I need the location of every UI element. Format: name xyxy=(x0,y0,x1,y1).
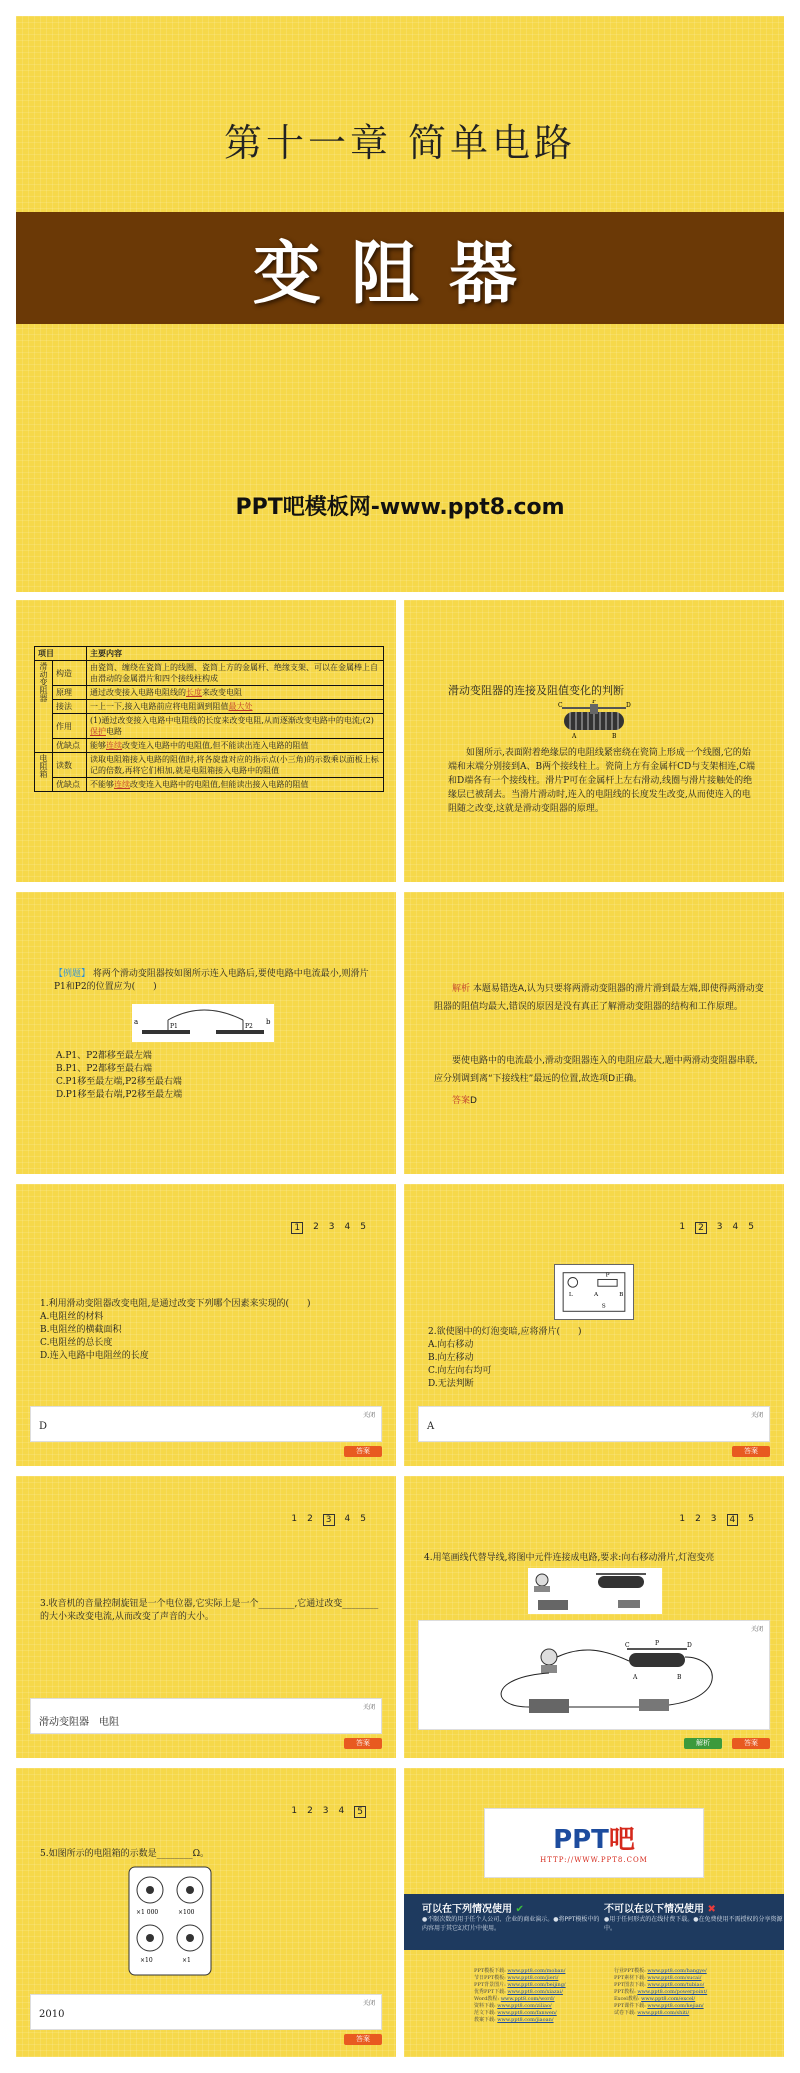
components-figure xyxy=(528,1568,662,1614)
question-4-stem: 4.用笔画线代替导线,将图中元件连接成电路,要求:向右移动滑片,灯泡变亮 xyxy=(424,1553,715,1563)
table-row xyxy=(35,753,384,778)
principle-slide xyxy=(404,600,784,882)
resource-link[interactable]: 资料下载: www.ppt8.com/ziliao/ xyxy=(474,2003,552,2009)
nav-item[interactable]: 1 xyxy=(679,1514,686,1524)
label-B: B xyxy=(612,733,617,740)
logo-url: HTTP://WWW.PPT8.COM xyxy=(540,1856,648,1864)
nav-item[interactable]: 1 xyxy=(291,1514,298,1524)
resource-link[interactable]: Word教程: www.ppt8.com/word/ xyxy=(474,1996,555,2002)
nav-item[interactable]: 2 xyxy=(695,1514,701,1524)
analysis-line-2: 要使电路中的电流最小,滑动变阻器连入的电阻应最大,题中两滑动变阻器串联,应分别调到离“下接线柱”最远的位置,故选项D正确。 xyxy=(434,1056,758,1084)
analysis-line-1: 本题易错选A,认为只要将两滑动变阻器的滑片滑到最左端,即使得两滑动变阻器的阻值均最大,错误的原因是没有真正了解滑动变阻器的结构和工作原理。 xyxy=(434,984,764,1012)
site-credit: PPT吧模板网-www.ppt8.com xyxy=(235,495,565,520)
question-nav xyxy=(291,1514,366,1526)
nav-item[interactable]: 3 xyxy=(322,1806,329,1816)
resource-link[interactable]: 试卷下载: www.ppt8.com/shiti/ xyxy=(614,2010,690,2016)
option: D.P1移至最右端,P2移至最左端 xyxy=(56,1090,183,1100)
answer-button[interactable]: 答案 xyxy=(344,1446,382,1457)
example-options xyxy=(56,1050,396,1102)
example-slide xyxy=(16,892,396,1174)
example-tag: 【例题】 xyxy=(54,969,91,979)
answer-box xyxy=(418,1620,770,1730)
resource-link[interactable]: 教案下载: www.ppt8.com/jiaoan/ xyxy=(474,2017,554,2023)
option: B.P1、P2都移至最右端 xyxy=(56,1064,153,1074)
license-bar xyxy=(404,1894,784,1950)
link-list-right xyxy=(614,1968,707,2017)
wired-circuit-figure xyxy=(429,1637,759,1725)
row-label: 读数 xyxy=(53,753,87,778)
table-row xyxy=(35,686,384,700)
resource-link[interactable]: 节日PPT模板: www.ppt8.com/jieri/ xyxy=(474,1975,559,1981)
resource-link[interactable]: 行业PPT模板: www.ppt8.com/hangye/ xyxy=(614,1968,707,1974)
fill-answer: 连续 xyxy=(114,780,130,789)
analysis-label: 解析 xyxy=(452,984,471,994)
question-1-slide xyxy=(16,1184,396,1466)
answer-text: D xyxy=(39,1421,48,1432)
close-button[interactable]: 关闭 xyxy=(750,1626,763,1633)
question-2-slide xyxy=(404,1184,784,1466)
row-label: 作用 xyxy=(53,714,87,739)
nav-item[interactable]: 5 xyxy=(354,1806,366,1818)
nav-item[interactable]: 3 xyxy=(328,1222,335,1232)
row-content: 通过改变接入电路电阻线的长度来改变电阻 xyxy=(87,686,384,700)
answer-button[interactable]: 答案 xyxy=(732,1738,770,1749)
title-slide xyxy=(16,16,784,592)
resource-link[interactable]: Excel教程: www.ppt8.com/excel/ xyxy=(614,1996,696,2002)
two-rheostats-figure xyxy=(128,1002,278,1044)
row-content: 读取电阻箱接入电路的阻值时,将各旋盘对应的指示点(小三角)的示数乘以面板上标记的倍数,再将它们相加,就是电阻箱接入电路中的阻值 xyxy=(87,753,384,778)
label-P: P xyxy=(655,1640,660,1647)
row-content: 由瓷筒、缠绕在瓷筒上的线圈、瓷筒上方的金属杆、绝缘支架、可以在金属棒上自由滑动的金属滑片和四个接线柱构成 xyxy=(87,661,384,686)
label-A: A xyxy=(594,1291,599,1298)
close-button[interactable]: 关闭 xyxy=(362,1412,375,1419)
nav-item[interactable]: 1 xyxy=(679,1222,686,1232)
answer-box xyxy=(30,1698,382,1734)
option: C.电阻丝的总长度 xyxy=(40,1338,113,1348)
label-P: P xyxy=(605,1272,610,1279)
label-P2: P2 xyxy=(245,1023,253,1030)
nav-item[interactable]: 3 xyxy=(716,1222,723,1232)
link-list-left xyxy=(474,1968,566,2024)
lamp-circuit-figure xyxy=(554,1264,634,1320)
label-A: A xyxy=(572,733,577,740)
resource-link[interactable]: PPT素材下载: www.ppt8.com/sucai/ xyxy=(614,1975,702,1981)
example-stem xyxy=(54,968,374,994)
nav-item[interactable]: 1 xyxy=(291,1806,298,1816)
slide-heading: 滑动变阻器的连接及阻值变化的判断 xyxy=(448,684,624,697)
nav-item[interactable]: 2 xyxy=(313,1222,319,1232)
table-header: 项目 xyxy=(35,647,87,661)
table-row xyxy=(35,778,384,792)
table-row xyxy=(35,739,384,753)
answer-button[interactable]: 答案 xyxy=(344,2034,382,2045)
nav-item[interactable]: 4 xyxy=(727,1514,739,1526)
answer-button[interactable]: 答案 xyxy=(732,1446,770,1457)
option: D.连入电路中电阻丝的长度 xyxy=(40,1351,149,1361)
dial-label: ×1 xyxy=(182,1957,191,1964)
option: A.向右移动 xyxy=(428,1340,474,1350)
answer-line xyxy=(434,1094,764,1108)
answer-text: 滑动变阻器 电阻 xyxy=(39,1717,119,1728)
resource-link[interactable]: PPT图表下载: www.ppt8.com/tubiao/ xyxy=(614,1982,705,1988)
row-label: 构造 xyxy=(53,661,87,686)
analysis-button[interactable]: 解析 xyxy=(684,1738,722,1749)
analysis-slide xyxy=(404,892,784,1174)
answer-text: A xyxy=(427,1421,435,1432)
question-4-slide xyxy=(404,1476,784,1758)
question-nav xyxy=(291,1222,366,1234)
answer-box xyxy=(30,1406,382,1442)
label-B: B xyxy=(677,1674,682,1681)
logo-text-red: 吧 xyxy=(608,1825,635,1855)
table-header: 主要内容 xyxy=(87,647,384,661)
dial-label: ×1 000 xyxy=(136,1909,159,1916)
close-button[interactable]: 关闭 xyxy=(362,1704,375,1711)
label-a: a xyxy=(134,1018,139,1026)
nav-item[interactable]: 4 xyxy=(732,1222,739,1232)
example-question: 将两个滑动变阻器按如图所示连入电路后,要使电路中电流最小,则滑片P1和P2的位置应为( ) xyxy=(54,969,369,992)
label-D: D xyxy=(626,702,631,709)
answer-box xyxy=(418,1406,770,1442)
chapter-title: 第十一章 简单电路 xyxy=(223,121,577,165)
resource-link[interactable]: 优秀PPT下载: www.ppt8.com/xiazai/ xyxy=(474,1989,563,1995)
label-L: L xyxy=(568,1291,573,1298)
table-row xyxy=(35,714,384,739)
resource-link[interactable]: 范文下载: www.ppt8.com/fanwen/ xyxy=(474,2010,557,2016)
dial-label: ×100 xyxy=(178,1909,195,1916)
forbidden-title: 不可以在以下情况使用 xyxy=(604,1904,704,1915)
nav-item[interactable]: 3 xyxy=(323,1514,335,1526)
question-1 xyxy=(40,1298,380,1363)
answer-label: 答案 xyxy=(452,1096,471,1106)
question-stem: 2.欲使图中的灯泡变暗,应将滑片( ) xyxy=(428,1327,582,1337)
summary-slide xyxy=(16,600,396,882)
resource-link[interactable]: PPT课件下载: www.ppt8.com/kejian/ xyxy=(614,2003,704,2009)
nav-item[interactable]: 5 xyxy=(748,1222,754,1232)
nav-item[interactable]: 2 xyxy=(695,1222,707,1234)
lesson-title: 变阻器 xyxy=(252,234,547,314)
question-5-stem: 5.如图所示的电阻箱的示数是________Ω。 xyxy=(40,1849,210,1859)
check-icon: ✔ xyxy=(515,1904,524,1915)
allowed-title: 可以在下列情况使用 xyxy=(422,1904,512,1915)
group-label: 滑动变阻器 xyxy=(35,661,53,753)
nav-item[interactable]: 5 xyxy=(360,1222,366,1232)
label-P: P xyxy=(592,700,597,705)
principle-text: 如图所示,表面附着绝缘层的电阻线紧密绕在瓷筒上形成一个线圈,它的始端和末端分别接到A、B两个接线柱上。瓷筒上方有金属杆CD与支架相连,C端和D端各有一个接线柱。滑片P可在金属杆上左右滑动,线圈与滑片接触处的绝缘层已被刮去。当滑片滑动时,连入的电阻线的长度发生改变,从而使连入的电阻随之改变,这就是滑动变阻器的原理。 xyxy=(448,748,755,814)
question-3-stem: 3.收音机的音量控制旋钮是一个电位器,它实际上是一个________,它通过改变________的大小来改变电流,从而改变了声音的大小。 xyxy=(40,1599,379,1622)
table-row xyxy=(35,700,384,714)
label-D: D xyxy=(687,1642,692,1649)
credits-slide xyxy=(404,1768,784,2057)
nav-item[interactable]: 2 xyxy=(307,1806,313,1816)
row-label: 接法 xyxy=(53,700,87,714)
nav-item[interactable]: 4 xyxy=(338,1806,345,1816)
forbidden-text: ●用于任何形式的在线付费下载。●在免费使用不需授权的分享资源中。 xyxy=(604,1916,783,1932)
close-button[interactable]: 关闭 xyxy=(362,2000,375,2007)
summary-table xyxy=(34,646,384,792)
nav-item[interactable]: 3 xyxy=(710,1514,717,1524)
option: B.向左移动 xyxy=(428,1353,474,1363)
option: B.电阻丝的横截面积 xyxy=(40,1325,122,1335)
row-label: 原理 xyxy=(53,686,87,700)
question-5-slide xyxy=(16,1768,396,2057)
option: A.电阻丝的材料 xyxy=(40,1312,104,1322)
nav-item[interactable]: 4 xyxy=(344,1514,351,1524)
title-band xyxy=(16,212,784,324)
question-nav xyxy=(679,1514,754,1526)
resource-link[interactable]: PPT模板下载: www.ppt8.com/moban/ xyxy=(474,1968,566,1974)
answer-text: 2010 xyxy=(39,2009,65,2020)
row-content: 一上一下,接入电路前应将电阻调到阻值最大处 xyxy=(87,700,384,714)
ppt8-logo xyxy=(484,1808,704,1878)
answer-button[interactable]: 答案 xyxy=(344,1738,382,1749)
license-allowed xyxy=(422,1900,602,1933)
question-2 xyxy=(428,1326,768,1391)
nav-item[interactable]: 5 xyxy=(360,1514,366,1524)
label-A: A xyxy=(633,1674,638,1681)
nav-item[interactable]: 5 xyxy=(748,1514,754,1524)
nav-item[interactable]: 1 xyxy=(291,1222,303,1234)
option: C.向左向右均可 xyxy=(428,1366,492,1376)
fill-answer: 连续 xyxy=(106,741,122,750)
nav-item[interactable]: 4 xyxy=(344,1222,351,1232)
fill-answer: 长度 xyxy=(186,688,202,697)
row-label: 优缺点 xyxy=(53,739,87,753)
answer-box xyxy=(30,1994,382,2030)
dial-label: ×10 xyxy=(140,1957,153,1964)
license-forbidden xyxy=(604,1900,784,1933)
allowed-text: ●不限次数的用于任个人公司、企业的商业演示。●将PPT模板中的内容用于其它幻灯片中使用。 xyxy=(422,1916,600,1932)
question-3-slide xyxy=(16,1476,396,1758)
label-b: b xyxy=(266,1018,271,1026)
label-P1: P1 xyxy=(170,1023,178,1030)
resource-link[interactable]: PPT教程: www.ppt8.com/powerpoint/ xyxy=(614,1989,708,1995)
option: A.P1、P2都移至最左端 xyxy=(56,1051,152,1061)
label-S: S xyxy=(601,1303,606,1310)
row-content: 能够连续改变连入电路中的电阻值,但不能读出连入电路的阻值 xyxy=(87,739,384,753)
logo-text: PPT xyxy=(553,1825,609,1855)
resource-link[interactable]: PPT背景图片: www.ppt8.com/beijing/ xyxy=(474,1982,566,1988)
question-nav xyxy=(291,1806,366,1818)
table-row xyxy=(35,661,384,686)
answer-value: D xyxy=(470,1096,477,1106)
question-nav xyxy=(679,1222,754,1234)
row-content: (1)通过改变接入电路中电阻线的长度来改变电阻,从而逐渐改变电路中的电流;(2)保护电路 xyxy=(87,714,384,739)
resistance-box-figure xyxy=(128,1866,212,1976)
row-content: 不能够连续改变连入电路中的电阻值,但能读出接入电路的阻值 xyxy=(87,778,384,792)
label-B: B xyxy=(619,1291,624,1298)
fill-answer: 保护 xyxy=(90,727,106,736)
row-label: 优缺点 xyxy=(53,778,87,792)
analysis-text xyxy=(434,980,764,1016)
option: C.P1移至最左端,P2移至最右端 xyxy=(56,1077,182,1087)
question-stem: 1.利用滑动变阻器改变电阻,是通过改变下列哪个因素来实现的( ) xyxy=(40,1299,311,1309)
close-button[interactable]: 关闭 xyxy=(750,1412,763,1419)
fill-answer: 最大处 xyxy=(228,702,253,711)
cross-icon: ✖ xyxy=(707,1904,716,1915)
group-label: 电阻箱 xyxy=(35,753,53,792)
rheostat-figure xyxy=(554,700,634,740)
nav-item[interactable]: 2 xyxy=(307,1514,313,1524)
label-C: C xyxy=(625,1642,630,1649)
label-C: C xyxy=(558,702,563,709)
option: D.无法判断 xyxy=(428,1379,474,1389)
